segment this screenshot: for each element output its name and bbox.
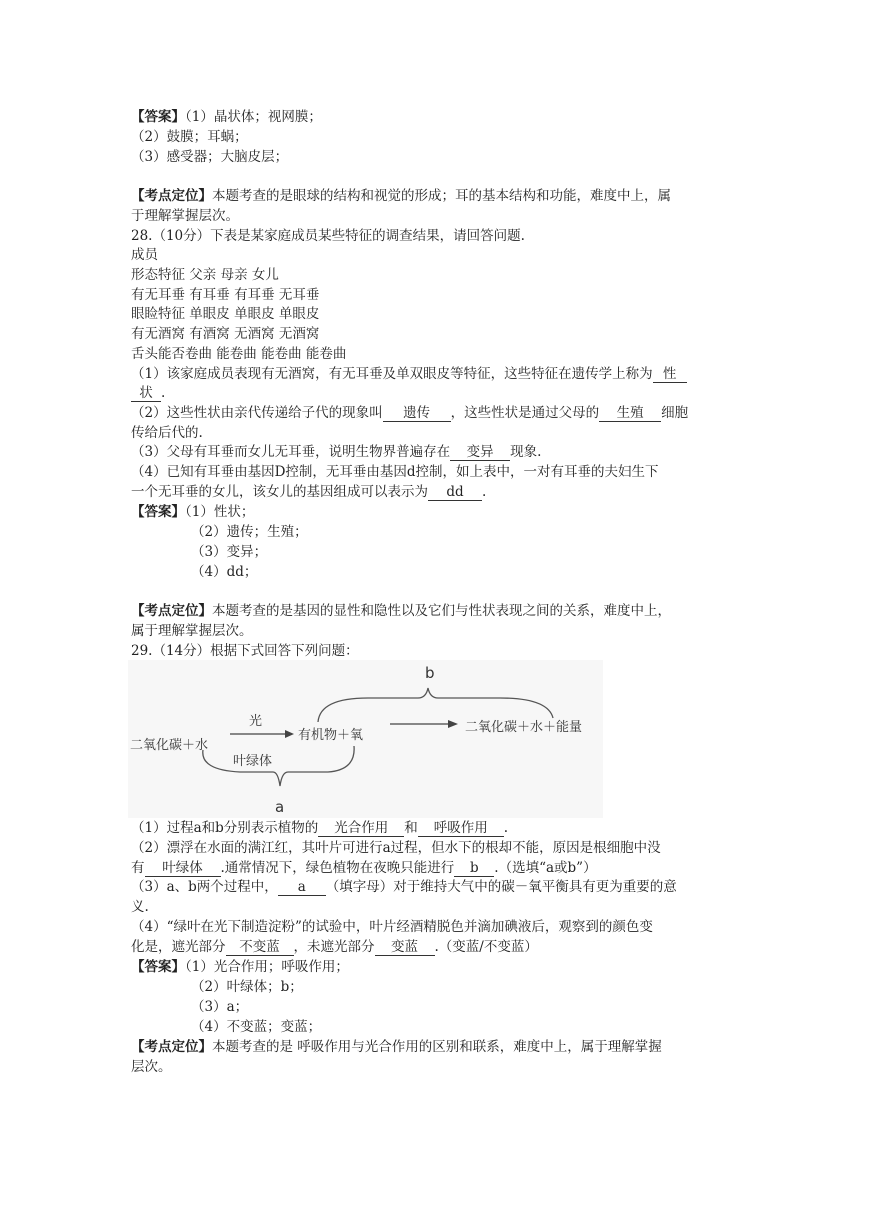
process-a-label: a bbox=[275, 798, 285, 816]
q28-sub2-line-2: 传给后代的. bbox=[131, 425, 203, 441]
table-row: 形态特征 父亲 母亲 女儿 bbox=[131, 267, 279, 283]
answer-line: （3）a； bbox=[191, 999, 249, 1015]
process-b-label: b bbox=[425, 664, 435, 682]
answer-blank: dd bbox=[428, 485, 482, 501]
table-row: 有无耳垂 有耳垂 有耳垂 无耳垂 bbox=[131, 287, 320, 303]
products-label: 有机物＋氧 bbox=[298, 728, 364, 743]
answer-line-1: 【答案】（1）晶状体；视网膜； bbox=[131, 109, 322, 125]
answer-blank: 光合作用 bbox=[318, 821, 404, 837]
answer-line: （2）遗传；生殖； bbox=[191, 524, 308, 540]
answer-blank: 性 bbox=[653, 367, 687, 383]
key-point-line-2: 于理解掌握层次。 bbox=[131, 208, 239, 224]
answer-blank: a bbox=[278, 880, 326, 896]
answer-blank: 状 bbox=[131, 386, 161, 402]
answer-tag: 【答案】 bbox=[131, 504, 185, 520]
q29-sub3-line-1: （3）a、b两个过程中， a （填字母）对于维持大气中的碳－氧平衡具有更为重要的意 bbox=[131, 879, 677, 895]
key-point-line-1: 【考点定位】本题考查的是 呼吸作用与光合作用的区别和联系，难度中上，属于理解掌握 bbox=[131, 1039, 662, 1055]
q29-sub3-line-2: 义. bbox=[131, 899, 149, 915]
q29-sub4-line-2: 化是，遮光部分 不变蓝 ，未遮光部分 变蓝 .（变蓝/不变蓝） bbox=[131, 939, 538, 955]
respiration-products-label: 二氧化碳＋水＋能量 bbox=[465, 720, 583, 735]
reactants-label: 二氧化碳＋水 bbox=[130, 738, 209, 753]
q28-sub4-line-2: 一个无耳垂的女儿，该女儿的基因组成可以表示为 dd . bbox=[131, 484, 487, 500]
chloroplast-label: 叶绿体 bbox=[233, 754, 273, 769]
table-row: 舌头能否卷曲 能卷曲 能卷曲 能卷曲 bbox=[131, 346, 347, 362]
answer-blank: 遗传 bbox=[383, 406, 451, 422]
answer-line-3: （3）感受器；大脑皮层； bbox=[131, 149, 289, 165]
key-point-tag: 【考点定位】 bbox=[131, 603, 212, 619]
answer-blank: 变异 bbox=[450, 445, 510, 461]
answer-blank: b bbox=[454, 861, 494, 877]
q28-sub3: （3）父母有耳垂而女儿无耳垂，说明生物界普遍存在 变异 现象. bbox=[131, 444, 542, 460]
answer-blank: 叶绿体 bbox=[145, 861, 221, 877]
answer-line: （4）不变蓝；变蓝； bbox=[191, 1019, 322, 1035]
key-point-line-1: 【考点定位】本题考查的是眼球的结构和视觉的形成；耳的基本结构和功能，难度中上，属 bbox=[131, 188, 671, 204]
answer-tag: 【答案】 bbox=[131, 959, 185, 975]
answer-line: （4）dd； bbox=[191, 564, 258, 580]
table-row: 眼睑特征 单眼皮 单眼皮 单眼皮 bbox=[131, 306, 320, 322]
key-point-line-2: 属于理解掌握层次。 bbox=[131, 623, 253, 639]
question-29-title: 29.（14分）根据下式回答下列问题： bbox=[131, 643, 359, 659]
answer-blank: 呼吸作用 bbox=[418, 821, 504, 837]
q28-sub1-line-2: 状 . bbox=[131, 384, 165, 402]
question-28-title: 28.（10分）下表是某家庭成员某些特征的调查结果，请回答问题. bbox=[131, 228, 525, 244]
table-row: 有无酒窝 有酒窝 无酒窝 无酒窝 bbox=[131, 326, 320, 342]
q29-sub2-line-1: （2）漂浮在水面的满江红，其叶片可进行a过程，但水下的根却不能，原因是根细胞中没 bbox=[131, 840, 661, 856]
q29-sub2-line-2: 有 叶绿体 .通常情况下，绿色植物在夜晚只能进行 b .（选填“a或b”） bbox=[131, 860, 597, 876]
light-label: 光 bbox=[249, 714, 263, 729]
table-row: 成员 bbox=[131, 247, 158, 263]
answer-blank: 生殖 bbox=[599, 406, 661, 422]
key-point-line-1: 【考点定位】本题考查的是基因的显性和隐性以及它们与性状表现之间的关系，难度中上， bbox=[131, 603, 671, 619]
answer-line: （2）叶绿体；b； bbox=[191, 979, 303, 995]
answer-line: 【答案】（1）性状； bbox=[131, 504, 255, 520]
q28-sub1-line-1: （1）该家庭成员表现有无酒窝，有无耳垂及单双眼皮等特征，这些特征在遗传学上称为 性 bbox=[131, 365, 687, 383]
answer-blank: 不变蓝 bbox=[226, 940, 294, 956]
answer-line-2: （2）鼓膜；耳蜗； bbox=[131, 129, 248, 145]
answer-line: 【答案】（1）光合作用；呼吸作用； bbox=[131, 959, 349, 975]
q28-sub2-line-1: （2）这些性状由亲代传递给子代的现象叫 遗传 ，这些性状是通过父母的 生殖 细胞 bbox=[131, 405, 689, 421]
q29-sub1: （1）过程a和b分别表示植物的 光合作用 和 呼吸作用 . bbox=[131, 820, 509, 836]
answer-line: （3）变异； bbox=[191, 544, 268, 560]
q29-sub4-line-1: （4）“绿叶在光下制造淀粉”的试验中，叶片经酒精脱色并滴加碘液后，观察到的颜色变 bbox=[131, 919, 653, 935]
process-diagram bbox=[128, 660, 603, 818]
answer-tag: 【答案】 bbox=[131, 109, 185, 125]
answer-blank: 变蓝 bbox=[375, 940, 435, 956]
q28-sub4-line-1: （4）已知有耳垂由基因D控制，无耳垂由基因d控制，如上表中，一对有耳垂的夫妇生下 bbox=[131, 464, 659, 480]
key-point-tag: 【考点定位】 bbox=[131, 188, 212, 204]
key-point-tag: 【考点定位】 bbox=[131, 1039, 212, 1055]
key-point-line-2: 层次。 bbox=[131, 1059, 172, 1075]
